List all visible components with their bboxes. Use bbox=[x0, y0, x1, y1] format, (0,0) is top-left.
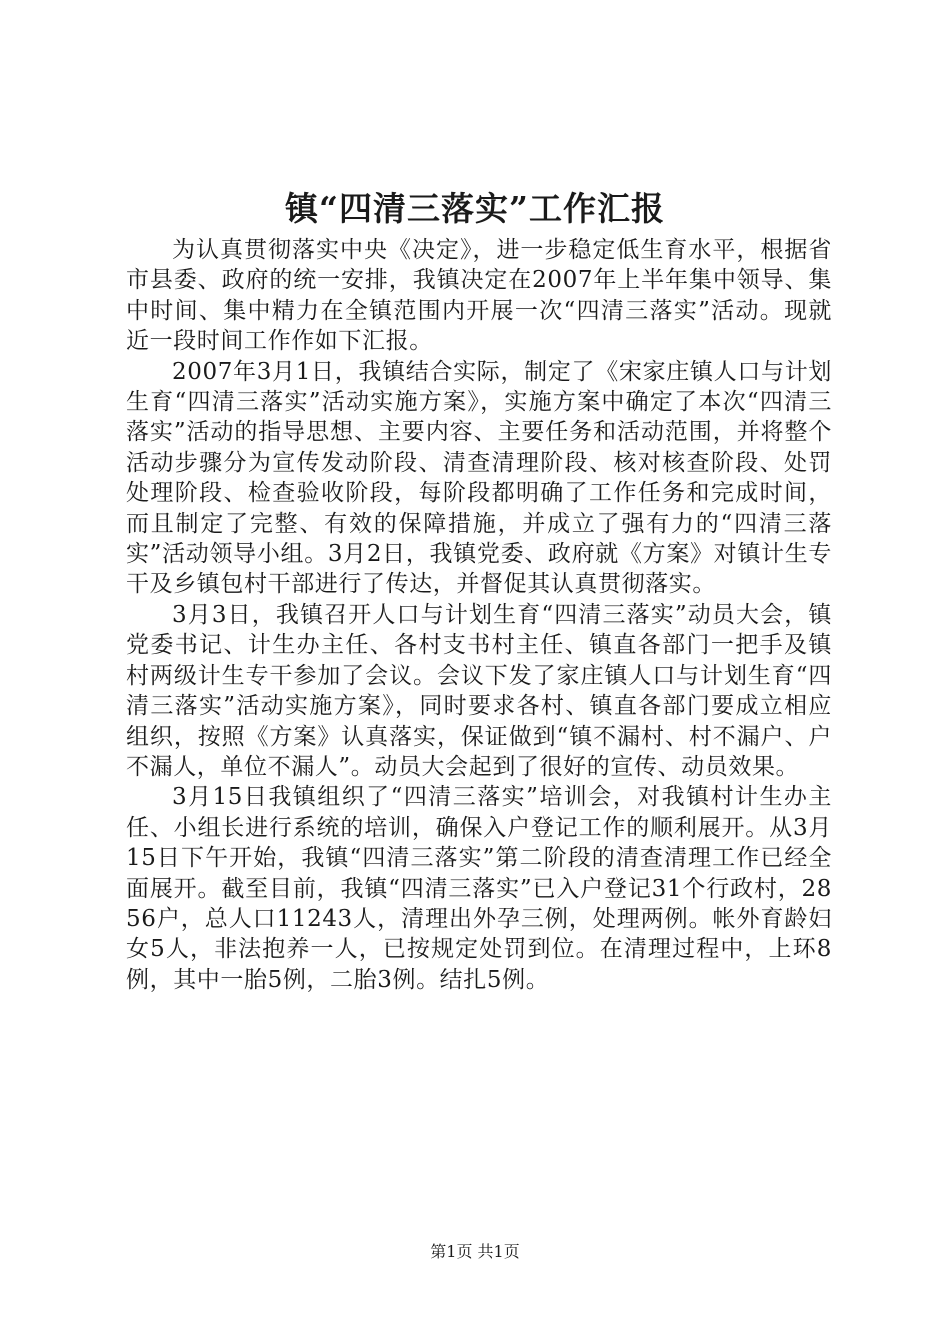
document-title: 镇“四清三落实”工作汇报 bbox=[285, 189, 665, 228]
paragraph-intro: 为认真贯彻落实中央《决定》，进一步稳定低生育水平，根据省市县委、政府的统一安排，我镇决定在2007年上半年集中领导、集中时间、集中精力在全镇范围内开展一次“四清三落实”活动。现就近一段时间工作作如下汇报。 bbox=[126, 237, 832, 355]
paragraph-meeting: 3月3日，我镇召开人口与计划生育“四清三落实”动员大会，镇党委书记、计生办主任、各村支书村主任、镇直各部门一把手及镇村两级计生专干参加了会议。会议下发了家庄镇人口与计划生育“四清三落实”活动实施方案》，同时要求各村、镇直各部门要成立相应组织，按照《方案》认真落实，保证做到“镇不漏村、村不漏户、户不漏人，单位不漏人”。动员大会起到了很好的宣传、动员效果。 bbox=[126, 601, 832, 780]
paragraph-training: 3月15日我镇组织了“四清三落实”培训会，对我镇村计生办主任、小组长进行系统的培训，确保入户登记工作的顺利展开。从3月15日下午开始，我镇“四清三落实”第二阶段的清查清理工作已经全面展开。截至目前，我镇“四清三落实”已入户登记31个行政村，2856户，总人口11243人，清理出外孕三例，处理两例。帐外育龄妇女5人，非法抱养一人，已按规定处罚到位。在清理过程中，上环8例，其中一胎5例，二胎3例。结扎5例。 bbox=[126, 784, 832, 993]
page-footer: 第1页 共1页 bbox=[430, 1242, 520, 1261]
paragraph-plan: 2007年3月1日，我镇结合实际，制定了《宋家庄镇人口与计划生育“四清三落实”活动实施方案》，实施方案中确定了本次“四清三落实”活动的指导思想、主要内容、主要任务和活动范围，并将整个活动步骤分为宣传发动阶段、清查清理阶段、核对核查阶段、处罚处理阶段、检查验收阶段，每阶段都明确了工作任务和完成时间，而且制定了完整、有效的保障措施，并成立了强有力的“四清三落实”活动领导小组。3月2日，我镇党委、政府就《方案》对镇计生专干及乡镇包村干部进行了传达，并督促其认真贯彻落实。 bbox=[126, 358, 832, 598]
document-body bbox=[126, 235, 832, 995]
